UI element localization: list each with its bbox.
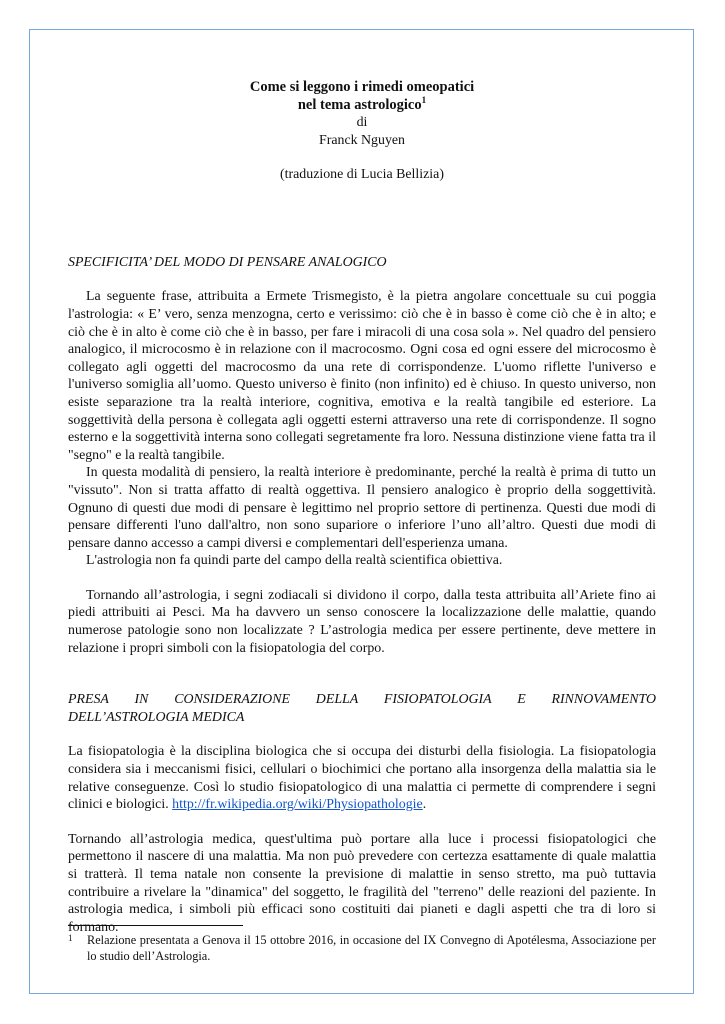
- footnote-text: Relazione presentata a Genova il 15 ottobre 2016, in occasione del IX Convegno di Apotélesma, Associazione per lo studio dell’Astrologia.: [87, 933, 656, 963]
- section-heading-2-line-1: PRESA IN CONSIDERAZIONE DELLA FISIOPATOLOGIA E RINNOVAMENTO: [68, 692, 656, 708]
- document-body: [68, 78, 656, 936]
- author-name: Franck Nguyen: [318, 132, 406, 148]
- section-heading-1: SPECIFICITA’ DEL MODO DI PENSARE ANALOGICO: [68, 254, 387, 270]
- wikipedia-link[interactable]: http://fr.wikipedia.org/wiki/Physiopathologie: [172, 797, 423, 813]
- translator-credit: (traduzione di Lucia Bellizia): [280, 167, 444, 183]
- section1-paragraph-2: In questa modalità di pensiero, la realtà interiore è predominante, perché la realtà è prima di tutto un "vissuto". Non si tratta affatto di realtà oggettiva. Il pensiero analogico è proprio della soggettività. Ognuno di questi due modi di pensare è legittimo nel proprio settore di pertinenza. Questi due modi di pensare differenti l'uno dall'altro, non sono supariore o inferiore l’uno all’altro. Questi due modi di pensare danno accesso a campi diversi e complementari dell'esperienza umana.: [68, 465, 656, 551]
- section1-paragraph-4: Tornando all’astrologia, i segni zodiacali si dividono il corpo, dalla testa attribuita all’Ariete fino ai piedi attribuiti ai Pesci. Ma ha davvero un senso conoscere la localizzazione delle malattie, quando numerose patologie sono non localizzate ? L’astrologia medica per essere pertinente, deve mettere in relazione i propri simboli con la fisiopatologia del corpo.: [68, 587, 656, 656]
- link-suffix: .: [422, 797, 427, 813]
- title-line-1: Come si leggono i rimedi omeopatici: [249, 79, 475, 95]
- section-heading-2-line-2: DELL’ASTROLOGIA MEDICA: [68, 709, 245, 725]
- section1-paragraph-3: L'astrologia non fa quindi parte del campo della realtà scientifica obiettiva.: [86, 553, 503, 569]
- by-line: di: [356, 115, 368, 130]
- footnote: [68, 932, 656, 964]
- section2-paragraph-2: Tornando all’astrologia medica, quest'ultima può portare alla luce i processi fisiopatologici che permettono il nascere di una malattia. Ma non può prevedere con certezza esattamente di quale malattia si tratterà. Il tema natale non consente la previsione di malattie in senso stretto, ma può tuttavia contribuire a rivelare la "dinamica" del soggetto, le fragilità del "terreno" delle reazioni del paziente. In astrologia medica, i simboli più efficaci sono costituiti dai pianeti e dagli aspetti che tra di loro si formano.: [68, 831, 656, 935]
- title-block: [68, 78, 656, 184]
- section2-paragraph-1-text: La fisiopatologia è la disciplina biologica che si occupa dei disturbi della fisiologia. La fisiopatologia considera sia i meccanismi fisici, cellulari o biochimici che portano alla insorgenza della malattia sia le relative conseguenze. Così lo studio fisiopatologico di una malattia ci permette di comprendere i segni clinici e biologici.: [68, 744, 656, 813]
- section1-paragraph-1: La seguente frase, attribuita a Ermete Trismegisto, è la pietra angolare concettuale su cui poggia l'astrologia: « E’ vero, senza menzogna, certo e verissimo: ciò che è in basso è come ciò che è in alto; e ciò che è in alto è come ciò che è in basso, per fare i miracoli di una cosa sola ». Nel quadro del pensiero analogico, il microcosmo è in relazione con il macrocosmo. Ogni cosa ed ogni essere del microcosmo è collegato agli oggetti del macrocosmo da una rete di corrispondenze. L'uomo riflette l'universo e l'universo somiglia all’uomo. Questo universo è finito (non infinito) ed è chiuso. In questo universo, non esiste separazione tra la realtà interiore, cognitiva, emotiva e la realtà tangibile ed esteriore. La soggettività della persona è collegata agli oggetti esterni attraverso una rete di corrispondenze. Il sogno esterno e la soggettività interna sono collegati segretamente fra loro. Nessuna distinzione viene fatta tra il "segno" e la realtà tangibile.: [68, 289, 656, 463]
- footnote-reference[interactable]: 1: [421, 95, 427, 106]
- section2-paragraph-1: [68, 743, 656, 813]
- title-line-2: nel tema astrologico: [297, 97, 422, 113]
- footnote-mark: 1: [68, 933, 73, 943]
- document-title: [68, 78, 656, 114]
- section-heading-2: [68, 691, 656, 726]
- footnote-separator: [68, 925, 243, 926]
